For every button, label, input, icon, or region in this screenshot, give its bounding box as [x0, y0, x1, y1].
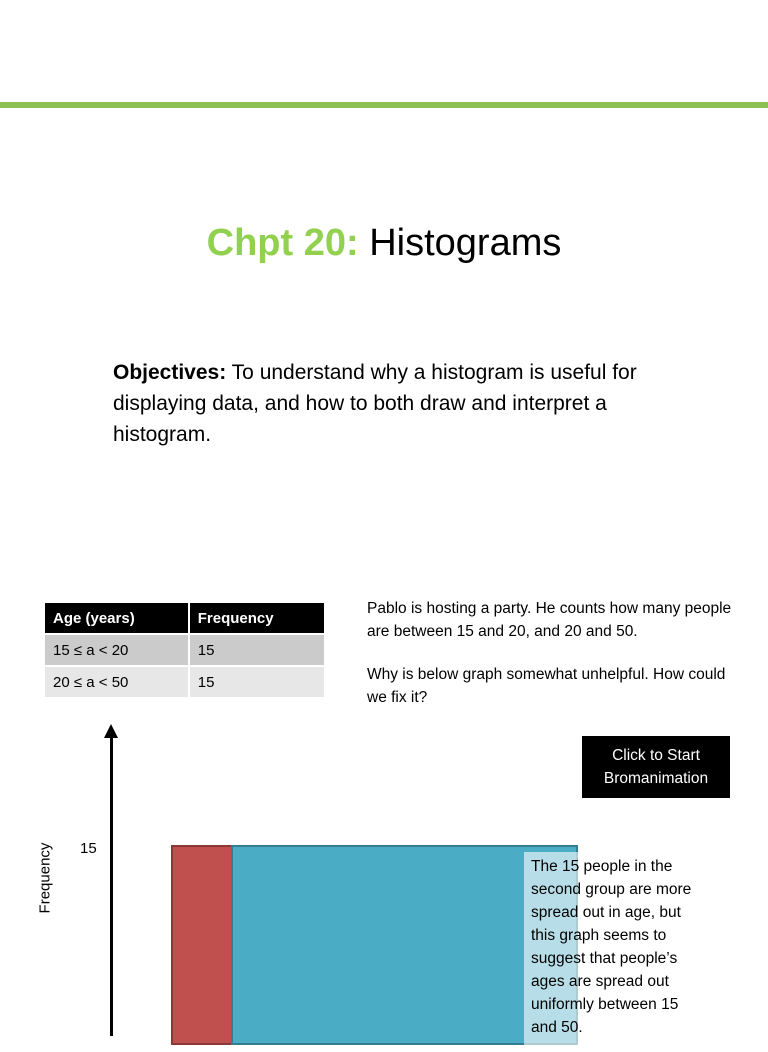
- cell-age: 15 ≤ a < 20: [45, 634, 189, 666]
- explanation-note: The 15 people in the second group are more spread out in age, but this graph seems to suggest that people’s ages are spread out uniformly between 15 and 50.: [524, 852, 710, 1052]
- start-animation-button[interactable]: Click to Start Bromanimation: [582, 736, 730, 798]
- cell-frequency: 15: [189, 666, 324, 697]
- header-age: Age (years): [45, 603, 189, 634]
- cell-frequency: 15: [189, 634, 324, 666]
- y-axis: [110, 736, 113, 1036]
- y-axis-label: Frequency: [36, 842, 54, 914]
- page-title: [0, 218, 768, 268]
- scenario-text: [367, 597, 747, 709]
- title-subject: Histograms: [358, 222, 562, 264]
- objectives: [113, 357, 653, 450]
- objectives-text: To understand why a histogram is useful for displaying data, and how to both draw and interpret a histogram.: [113, 361, 637, 446]
- table-header-row: [45, 603, 324, 634]
- objectives-label: Objectives:: [113, 361, 227, 384]
- table-row: [45, 634, 324, 666]
- y-tick-label: 15: [80, 840, 97, 857]
- cell-age: 20 ≤ a < 50: [45, 666, 189, 697]
- bar-15-20: [171, 845, 233, 1045]
- header-divider: [0, 102, 768, 108]
- header-frequency: Frequency: [189, 603, 324, 634]
- title-chapter: Chpt 20:: [206, 222, 359, 264]
- scenario-paragraph-1: Pablo is hosting a party. He counts how many people are between 15 and 20, and 20 and 50.: [367, 600, 732, 640]
- scenario-paragraph-2: Why is below graph somewhat unhelpful. How could we fix it?: [367, 666, 726, 706]
- table-row: [45, 666, 324, 697]
- frequency-table: [45, 603, 324, 697]
